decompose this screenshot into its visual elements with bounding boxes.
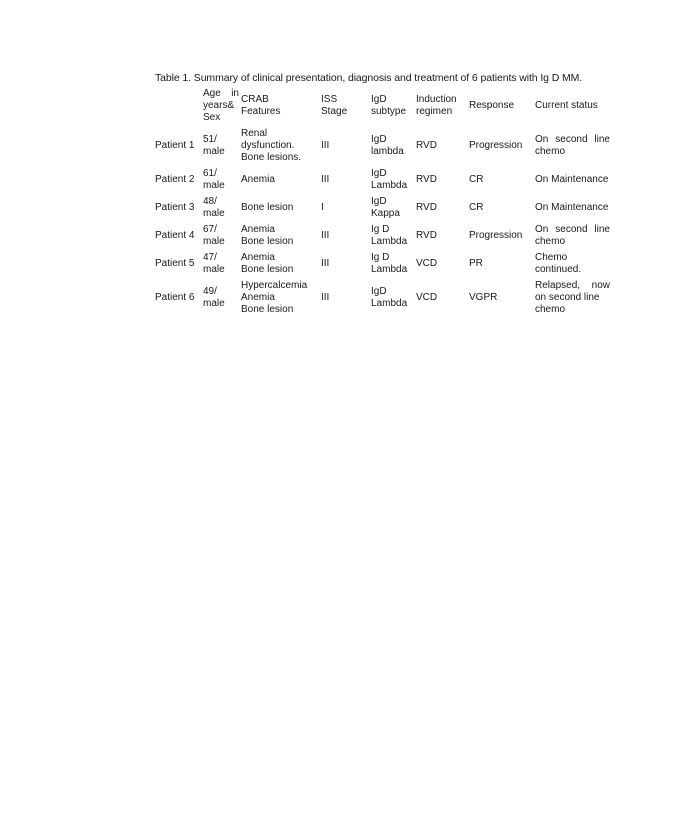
header-crab-line2: Features xyxy=(241,106,281,117)
cell-crab xyxy=(239,194,319,222)
cell-status xyxy=(533,250,612,278)
cell-status-line: chemo xyxy=(535,236,566,247)
cell-iss: III xyxy=(321,292,330,303)
cell-crab-line: Anemia xyxy=(241,174,275,185)
cell-crab-line: Anemia xyxy=(241,224,275,235)
cell-induction: RVD xyxy=(416,174,437,185)
cell-patient: Patient 2 xyxy=(155,174,195,185)
cell-igd xyxy=(369,194,414,222)
cell-status-line: chemo xyxy=(535,304,566,315)
cell-induction: VCD xyxy=(416,292,438,303)
cell-iss: III xyxy=(321,140,330,151)
cell-patient: Patient 5 xyxy=(155,258,195,269)
header-age-word: Age xyxy=(203,88,221,99)
cell-sex: male xyxy=(203,146,225,157)
cell-igd-line: Kappa xyxy=(371,208,400,219)
cell-response: VGPR xyxy=(469,292,498,303)
header-igd-subtype xyxy=(369,86,414,126)
cell-age: 67/ xyxy=(203,224,217,235)
header-iss-line2: Stage xyxy=(321,106,348,117)
cell-igd-line: IgD xyxy=(371,286,387,297)
cell-age: 61/ xyxy=(203,168,217,179)
patient-summary-table xyxy=(153,86,612,318)
cell-response: PR xyxy=(469,258,483,269)
table-header-row xyxy=(153,86,612,126)
cell-crab-line: dysfunction. xyxy=(241,140,295,151)
cell-iss: III xyxy=(321,174,330,185)
cell-igd-line: IgD xyxy=(371,168,387,179)
cell-age-sex xyxy=(201,166,239,194)
cell-response: CR xyxy=(469,174,484,185)
cell-status-line: chemo xyxy=(535,146,566,157)
header-current-status xyxy=(533,86,612,126)
cell-status-line: continued. xyxy=(535,264,582,275)
cell-age-sex xyxy=(201,278,239,318)
header-crab-line1: CRAB xyxy=(241,94,269,105)
cell-crab-line: Bone lesions. xyxy=(241,152,302,163)
cell-igd-line: IgD xyxy=(371,196,387,207)
cell-age-sex xyxy=(201,194,239,222)
cell-igd-line: Ig D xyxy=(371,224,390,235)
cell-crab-line: Anemia xyxy=(241,252,275,263)
cell-age: 51/ xyxy=(203,134,217,145)
cell-crab-line: Hypercalcemia xyxy=(241,280,308,291)
cell-crab-line: Bone lesion xyxy=(241,304,294,315)
cell-status-line: On second line xyxy=(535,224,610,235)
cell-patient: Patient 3 xyxy=(155,202,195,213)
header-iss xyxy=(319,86,369,126)
cell-sex: male xyxy=(203,236,225,247)
cell-status xyxy=(533,194,612,222)
table-caption: Table 1. Summary of clinical presentation, diagnosis and treatment of 6 patients with Ig D MM. xyxy=(155,72,583,84)
cell-status xyxy=(533,166,612,194)
cell-igd-line: Lambda xyxy=(371,298,408,309)
header-igd-line1: IgD xyxy=(371,94,387,105)
cell-igd-line: Ig D xyxy=(371,252,390,263)
table-row xyxy=(153,222,612,250)
cell-age: 48/ xyxy=(203,196,217,207)
cell-age-sex xyxy=(201,250,239,278)
cell-sex: male xyxy=(203,180,225,191)
cell-sex: male xyxy=(203,208,225,219)
table-row xyxy=(153,194,612,222)
cell-igd-line: Lambda xyxy=(371,236,408,247)
cell-status xyxy=(533,278,612,318)
cell-status-line: On Maintenance xyxy=(535,202,609,213)
cell-induction: VCD xyxy=(416,258,438,269)
cell-iss: III xyxy=(321,230,330,241)
header-sex-word: Sex xyxy=(203,112,221,123)
cell-patient: Patient 1 xyxy=(155,140,195,151)
cell-status xyxy=(533,126,612,166)
cell-crab xyxy=(239,166,319,194)
cell-crab xyxy=(239,278,319,318)
cell-iss: III xyxy=(321,258,330,269)
cell-response: Progression xyxy=(469,230,523,241)
cell-induction: RVD xyxy=(416,140,437,151)
cell-status-line: Chemo xyxy=(535,252,568,263)
header-age-sex xyxy=(201,86,239,126)
cell-response: Progression xyxy=(469,140,523,151)
cell-sex: male xyxy=(203,264,225,275)
table-row xyxy=(153,250,612,278)
cell-crab xyxy=(239,222,319,250)
table-row xyxy=(153,126,612,166)
cell-status-line: on second line xyxy=(535,292,600,303)
cell-status-line: Relapsed, now xyxy=(535,280,610,291)
table-row xyxy=(153,166,612,194)
cell-igd xyxy=(369,278,414,318)
cell-induction: RVD xyxy=(416,202,437,213)
header-crab xyxy=(239,86,319,126)
cell-crab-line: Renal xyxy=(241,128,268,139)
cell-crab-line: Anemia xyxy=(241,292,275,303)
cell-iss: I xyxy=(321,202,324,213)
cell-patient: Patient 4 xyxy=(155,230,195,241)
cell-crab xyxy=(239,250,319,278)
table-row xyxy=(153,278,612,318)
cell-status-line: On second line xyxy=(535,134,610,145)
header-induction-line2: regimen xyxy=(416,106,453,117)
cell-igd xyxy=(369,250,414,278)
cell-crab-line: Bone lesion xyxy=(241,202,294,213)
cell-igd-line: Lambda xyxy=(371,180,408,191)
cell-age: 49/ xyxy=(203,286,217,297)
header-iss-line1: ISS xyxy=(321,94,338,105)
cell-igd xyxy=(369,222,414,250)
cell-igd-line: lambda xyxy=(371,146,404,157)
header-years-word: years& xyxy=(203,100,235,111)
cell-sex: male xyxy=(203,298,225,309)
cell-crab-line: Bone lesion xyxy=(241,236,294,247)
cell-age: 47/ xyxy=(203,252,217,263)
header-igd-line2: subtype xyxy=(371,106,407,117)
header-induction xyxy=(414,86,467,126)
cell-status-line: On Maintenance xyxy=(535,174,609,185)
header-induction-line1: Induction xyxy=(416,94,457,105)
cell-patient: Patient 6 xyxy=(155,292,195,303)
cell-igd-line: Lambda xyxy=(371,264,408,275)
cell-age-sex xyxy=(201,222,239,250)
header-patient xyxy=(153,86,201,126)
cell-igd xyxy=(369,166,414,194)
header-in-word: in xyxy=(231,88,239,99)
cell-response: CR xyxy=(469,202,484,213)
header-response xyxy=(467,86,533,126)
cell-induction: RVD xyxy=(416,230,437,241)
cell-crab xyxy=(239,126,319,166)
cell-age-sex xyxy=(201,126,239,166)
cell-igd xyxy=(369,126,414,166)
cell-status xyxy=(533,222,612,250)
cell-igd-line: IgD xyxy=(371,134,387,145)
header-status-line1: Current status xyxy=(535,100,598,111)
header-response-line1: Response xyxy=(469,100,515,111)
cell-crab-line: Bone lesion xyxy=(241,264,294,275)
